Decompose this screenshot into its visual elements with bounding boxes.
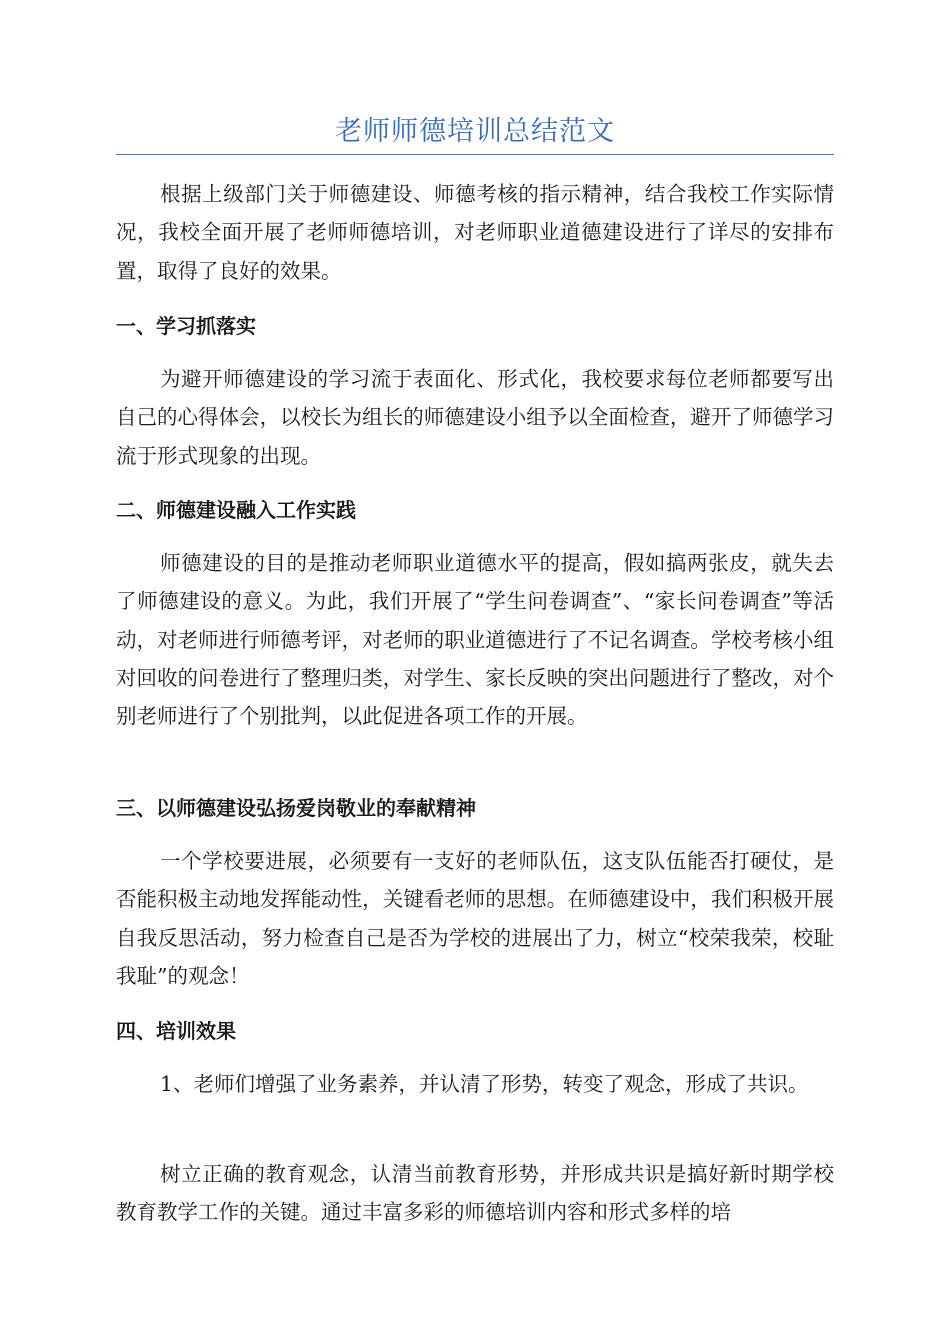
section-4-heading: 四、培训效果 [116, 1019, 236, 1043]
section-1-heading: 一、学习抓落实 [116, 314, 256, 338]
title-underline [116, 154, 834, 155]
document-title: 老师师德培训总结范文 [335, 116, 615, 147]
section-1-paragraph-1: 为避开师德建设的学习流于表面化、形式化，我校要求每位老师都要写出自己的心得体会，以校长为组长的师德建设小组予以全面检查，避开了师德学习流于形式现象的出现。 [116, 367, 834, 468]
section-2-heading: 二、师德建设融入工作实践 [116, 498, 356, 522]
section-4-paragraph-2: 树立正确的教育观念，认清当前教育形势，并形成共识是搞好新时期学校教育教学工作的关键。通过丰富多彩的师德培训内容和形式多样的培 [116, 1162, 834, 1225]
section-3-heading: 三、以师德建设弘扬爱岗敬业的奉献精神 [116, 796, 476, 820]
section-4-paragraph-1: 1、老师们增强了业务素养，并认清了形势，转变了观念，形成了共识。 [160, 1072, 809, 1096]
section-2-paragraph-1: 师德建设的目的是推动老师职业道德水平的提高，假如搞两张皮，就失去了师德建设的意义。为此，我们开展了“学生问卷调查”、“家长问卷调查”等活动，对老师进行师德考评，对老师的职业道德进行了不记名调查。学校考核小组对回收的问卷进行了整理归类，对学生、家长反映的突出问题进行了整改，对个别老师进行了个别批判，以此促进各项工作的开展。 [116, 551, 834, 729]
intro-paragraph: 根据上级部门关于师德建设、师德考核的指示精神，结合我校工作实际情况，我校全面开展了老师师德培训，对老师职业道德建设进行了详尽的安排布置，取得了良好的效果。 [116, 182, 834, 283]
section-3-paragraph-1: 一个学校要进展，必须要有一支好的老师队伍，这支队伍能否打硬仗，是否能积极主动地发挥能动性，关键看老师的思想。在师德建设中，我们积极开展自我反思活动，努力检查自己是否为学校的进展出了力，树立“校荣我荣，校耻我耻”的观念！ [116, 849, 834, 988]
